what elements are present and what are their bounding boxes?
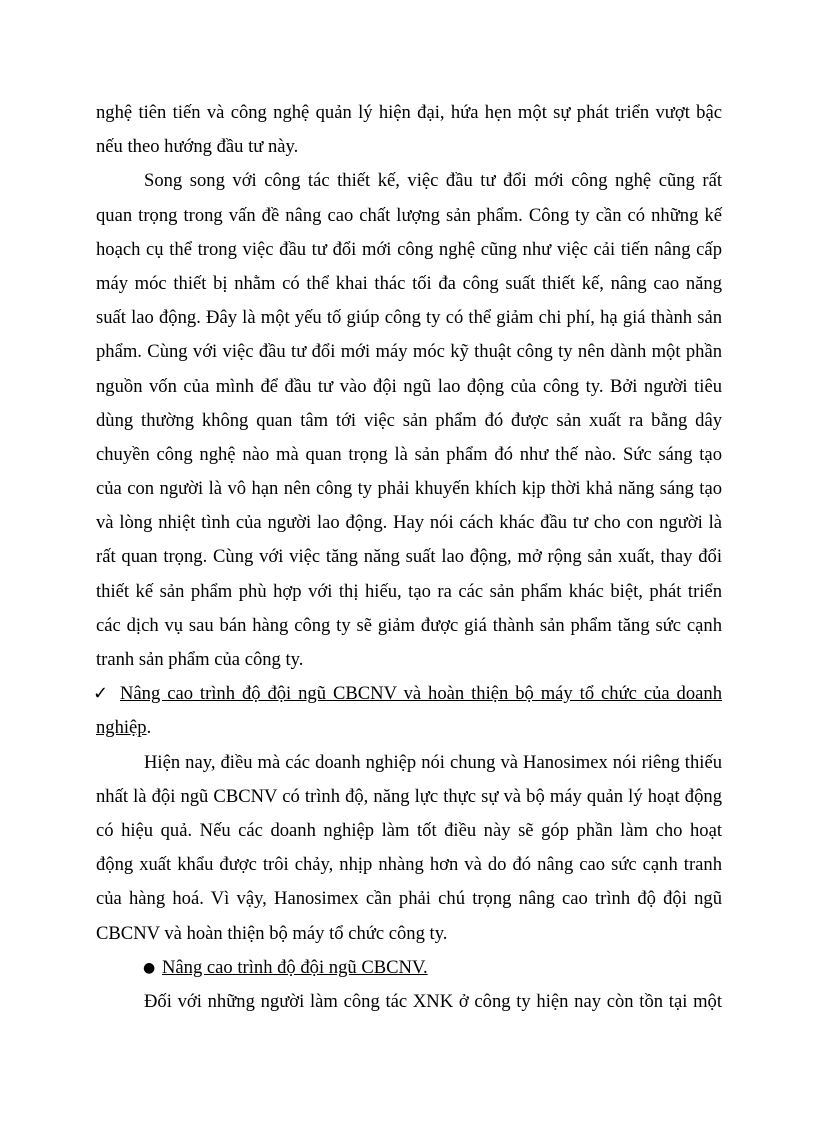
paragraph-2 — [96, 164, 722, 677]
section-heading-period: . — [146, 717, 152, 739]
paragraph-line: CBCNV và hoàn thiện bộ máy tổ chức công ty. — [96, 922, 448, 944]
section-heading — [93, 677, 722, 745]
section-heading-text: nghiệp — [96, 717, 147, 739]
paragraph-line: rất quan trọng. Cùng với việc tăng năng suất lao động, mở rộng sản xuất, thay đổi — [96, 546, 722, 568]
bullet-text: Nâng cao trình độ đội ngũ CBCNV. — [162, 956, 428, 978]
paragraph-line: Đối với những người làm công tác XNK ở công ty hiện nay còn tồn tại một — [144, 990, 722, 1012]
paragraph-line: nếu theo hướng đầu tư này. — [96, 136, 299, 158]
section-heading-line — [96, 711, 722, 745]
paragraph-3 — [96, 746, 722, 951]
paragraph-line: các dịch vụ sau bán hàng công ty sẽ giảm được giá thành sản phẩm tăng sức cạnh — [96, 614, 722, 636]
paragraph-line: có hiệu quả. Nếu các doanh nghiệp làm tốt điều này sẽ góp phần làm cho hoạt — [96, 819, 722, 841]
checkmark-icon: ✓ — [93, 683, 109, 705]
paragraph-line: tranh sản phẩm của công ty. — [96, 649, 304, 670]
paragraph-line: của hàng hoá. Vì vậy, Hanosimex cần phải chú trọng nâng cao trình độ đội ngũ — [96, 888, 722, 910]
paragraph-line: dùng thường không quan tâm tới việc sản phẩm đó được sản xuất ra bằng dây — [96, 409, 722, 431]
paragraph-4 — [96, 985, 722, 1019]
paragraph-line: hoạch cụ thể trong việc đầu tư đổi mới công nghệ cũng như việc cải tiến nâng cấp — [96, 238, 722, 260]
paragraph-line: Song song với công tác thiết kế, việc đầu tư đổi mới công nghệ cũng rất — [144, 170, 722, 192]
paragraph-line: động xuất khẩu được trôi chảy, nhịp nhàng hơn và do đó nâng cao sức cạnh tranh — [96, 854, 722, 876]
bullet-item — [96, 951, 722, 985]
paragraph-line: thiết kế sản phẩm phù hợp với thị hiếu, tạo ra các sản phẩm khác biệt, phát triển — [96, 580, 722, 602]
section-heading-line — [96, 677, 722, 711]
paragraph-line: nhất là đội ngũ CBCNV có trình độ, năng lực thực sự và bộ máy quản lý hoạt động — [96, 785, 722, 807]
paragraph-line: của con người là vô hạn nên công ty phải khuyến khích kịp thời khả năng sáng tạo — [96, 478, 722, 500]
paragraph-line: quan trọng trong vấn đề nâng cao chất lượng sản phẩm. Công ty cần có những kế — [96, 204, 722, 226]
paragraph-line: nguồn vốn của mình để đầu tư vào đội ngũ lao động của công ty. Bởi người tiêu — [96, 375, 722, 397]
document-page — [93, 96, 722, 1019]
paragraph-line: Hiện nay, điều mà các doanh nghiệp nói chung và Hanosimex nói riêng thiếu — [144, 751, 722, 773]
paragraph-line: và lòng nhiệt tình của người lao động. Hay nói cách khác đầu tư cho con người là — [96, 512, 722, 534]
section-heading-text: Nâng cao trình độ đội ngũ CBCNV và hoàn thiện bộ máy tổ chức của doanh — [120, 683, 722, 705]
paragraph-line: suất lao động. Đây là một yếu tố giúp công ty có thể giảm chi phí, hạ giá thành sản — [96, 307, 722, 329]
paragraph-line: máy móc thiết bị nhằm có thể khai thác tối đa công suất thiết kế, nâng cao năng — [96, 272, 722, 294]
bullet-icon: ● — [143, 959, 156, 976]
paragraph-line: nghệ tiên tiến và công nghệ quản lý hiện đại, hứa hẹn một sự phát triển vượt bậc — [96, 102, 722, 123]
paragraph-1 — [96, 96, 722, 164]
paragraph-line: phẩm. Cùng với việc đầu tư đổi mới máy móc kỹ thuật công ty nên dành một phần — [96, 341, 722, 363]
paragraph-line: chuyền công nghệ nào mà quan trọng là sản phẩm đó như thế nào. Sức sáng tạo — [96, 443, 722, 465]
